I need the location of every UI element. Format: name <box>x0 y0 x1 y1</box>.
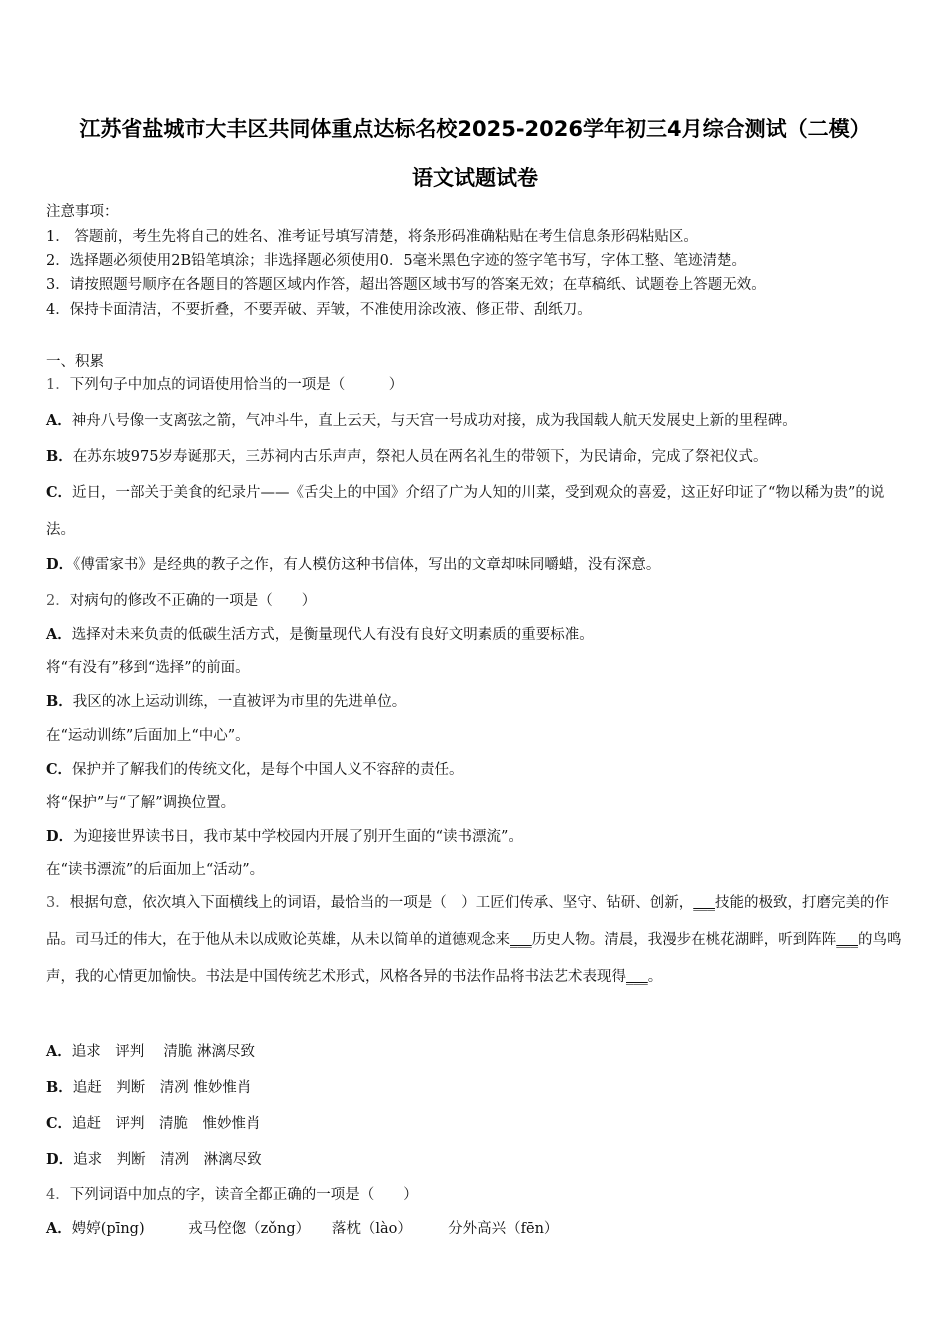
question-1 <box>46 375 403 395</box>
page-title: 江苏省盐城市大丰区共同体重点达标名校2025-2026学年初三4月综合测试（二模） <box>79 117 871 141</box>
question-stem: 下列句子中加点的词语使用恰当的一项是（ ） <box>69 377 404 393</box>
q1-option-b: B．在苏东坡975岁寿诞那天，三苏祠内古乐声声，祭祀人员在两名礼生的带领下，为民请命，完成了祭祀仪式。 <box>46 448 768 465</box>
option-letter: A． <box>46 1043 72 1060</box>
q2-option-b-fix: 在“运动训练”后面加上“中心”。 <box>46 728 250 744</box>
q4-option-a: A．娉婷(pīng) 戎马倥偬（zǒng） 落枕（lào） 分外高兴（fēn） <box>46 1220 559 1237</box>
fill-blank-1: ___ <box>693 895 715 911</box>
q2-option-a-fix: 将“有没有”移到“选择”的前面。 <box>46 660 250 676</box>
q3-text-1: 根据句意，依次填入下面横线上的词语，最恰当的一项是（ ）工匠们传承、坚守、钻研、创新， <box>69 895 694 911</box>
q3-text-3: 历史人物。清晨，我漫步在桃花湖畔，听到阵阵 <box>531 932 837 948</box>
q3-text-2: 技能的极致，打磨完美的作品。司马迁的伟大，在于他从未以成败论英雄，从未以简单的道德观念来 <box>46 895 889 948</box>
option-letter: B． <box>46 448 73 465</box>
q2-option-b: B．我区的冰上运动训练，一直被评为市里的先进单位。 <box>46 693 407 710</box>
q3-option-c: C．追赶 评判 清脆 惟妙惟肖 <box>46 1115 261 1132</box>
question-number: 1． <box>46 377 70 393</box>
option-letter: A． <box>46 412 72 429</box>
question-number: 4． <box>46 1187 70 1203</box>
question-number: 2． <box>46 593 70 609</box>
q1-option-a: A．神舟八号像一支离弦之箭，气冲斗牛，直上云天，与天宫一号成功对接，成为我国载人航天发展史上新的里程碑。 <box>46 412 797 429</box>
q2-option-d-fix: 在“读书漂流”的后面加上“活动”。 <box>46 862 265 878</box>
question-3 <box>46 885 908 996</box>
q3-option-a: A．追求 评判 清脆 淋漓尽致 <box>46 1043 255 1060</box>
notice-item-4: 4．保持卡面清洁，不要折叠，不要弄破、弄皱，不准使用涂改液、修正带、刮纸刀。 <box>46 302 592 318</box>
option-letter: A． <box>46 1220 72 1237</box>
q3-option-b: B．追赶 判断 清冽 惟妙惟肖 <box>46 1079 252 1096</box>
question-4 <box>46 1185 418 1205</box>
question-stem: 下列词语中加点的字，读音全都正确的一项是（ ） <box>69 1187 418 1203</box>
question-2 <box>46 591 316 611</box>
option-letter: D． <box>46 1151 74 1168</box>
q2-option-c: C．保护并了解我们的传统文化，是每个中国人义不容辞的责任。 <box>46 761 464 778</box>
q3-text-4: 的鸟鸣声，我的心情更加愉快。书法是中国传统艺术形式，风格各异的书法作品将书法艺术表现得 <box>46 932 902 985</box>
notice-item-3: 3．请按照题号顺序在各题目的答题区域内作答，超出答题区域书写的答案无效；在草稿纸、试题卷上答题无效。 <box>46 277 766 293</box>
page-subtitle: 语文试题试卷 <box>412 166 538 190</box>
q2-option-d: D．为迎接世界读书日，我市某中学校园内开展了别开生面的“读书漂流”。 <box>46 828 523 845</box>
option-letter: C． <box>46 761 73 778</box>
fill-blank-3: ___ <box>836 932 858 948</box>
question-stem: 对病句的修改不正确的一项是（ ） <box>69 593 317 609</box>
option-letter: D． <box>46 828 74 845</box>
fill-blank-4: ___ <box>626 969 648 985</box>
q2-option-c-fix: 将“保护”与“了解”调换位置。 <box>46 795 236 811</box>
notice-heading: 注意事项： <box>46 204 119 220</box>
option-letter: B． <box>46 1079 73 1096</box>
option-letter: A． <box>46 626 72 643</box>
notice-item-1: 1． 答题前，考生先将自己的姓名、准考证号填写清楚，将条形码准确粘贴在考生信息条形码粘贴区。 <box>46 229 698 245</box>
question-number: 3． <box>46 895 70 911</box>
q3-text-5: 。 <box>647 969 663 985</box>
fill-blank-2: ___ <box>510 932 532 948</box>
section-heading: 一、积累 <box>46 354 104 370</box>
option-letter: B． <box>46 693 73 710</box>
q3-option-d: D．追求 判断 清冽 淋漓尽致 <box>46 1151 262 1168</box>
notice-item-2: 2．选择题必须使用2B铅笔填涂；非选择题必须使用0．5毫米黑色字迹的签字笔书写，字体工整、笔迹清楚。 <box>46 253 747 269</box>
option-letter: C． <box>46 1115 73 1132</box>
q2-option-a: A．选择对未来负责的低碳生活方式，是衡量现代人有没有良好文明素质的重要标准。 <box>46 626 594 643</box>
q1-option-d: D．《傅雷家书》是经典的教子之作，有人模仿这种书信体，写出的文章却味同嚼蜡，没有深意。 <box>46 556 661 573</box>
q1-option-c: C．近日，一部关于美食的纪录片——《舌尖上的中国》介绍了广为人知的川菜，受到观众的喜爱，这正好印证了“物以稀为贵”的说法。 <box>46 484 885 538</box>
option-letter: D． <box>46 556 74 573</box>
option-letter: C． <box>46 484 73 501</box>
